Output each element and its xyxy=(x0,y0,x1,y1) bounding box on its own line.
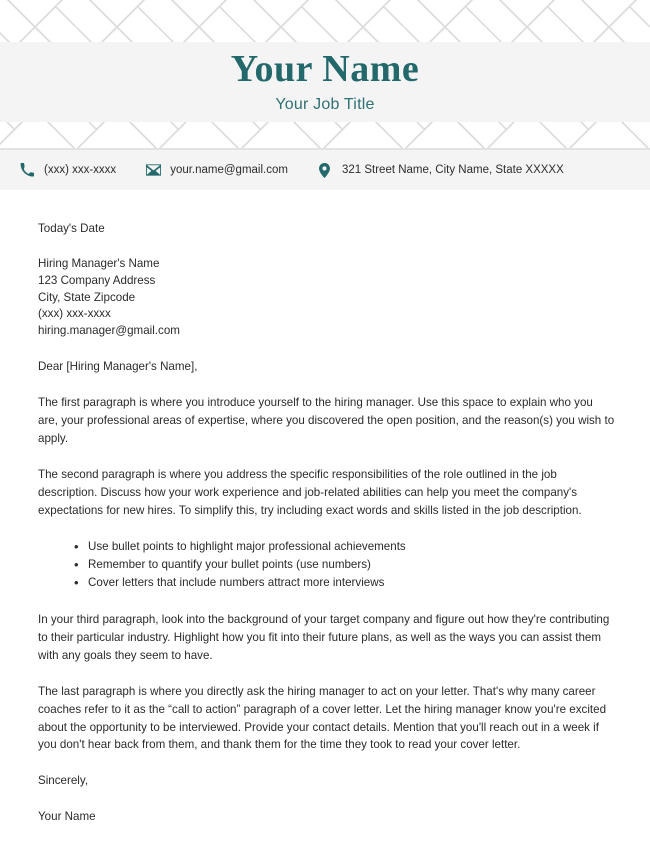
contact-address[interactable] xyxy=(316,162,564,178)
gap-after-p1 xyxy=(38,448,616,466)
name-band xyxy=(0,42,650,122)
gap-after-date xyxy=(38,238,616,256)
recipient-line: hiring.manager@gmail.com xyxy=(38,324,180,338)
letter-date: Today's Date xyxy=(38,222,105,235)
contact-phone[interactable] xyxy=(18,162,116,178)
contact-phone-value: (xxx) xxx-xxxx xyxy=(44,164,117,176)
recipient-line: 123 Company Address xyxy=(38,273,156,287)
achievement-bullet-list xyxy=(38,538,616,593)
gap-after-closing xyxy=(38,790,616,808)
closing: Sincerely, xyxy=(38,774,89,788)
list-item: • Remember to quantify your bullet points (use numbers) xyxy=(74,556,616,574)
document-header xyxy=(0,0,650,148)
phone-icon xyxy=(18,162,36,178)
envelope-icon xyxy=(144,162,162,178)
recipient-line: Hiring Manager's Name xyxy=(38,256,160,270)
paragraph-2: The second paragraph is where you address the specific responsibilities of the role outlined in the job description. Discuss how your work experience and job-related abilities can help you meet the company's expectations for new hires. To simplify this, try including exact words and skills listed in the job description. xyxy=(38,467,582,517)
map-pin-icon xyxy=(316,162,334,178)
page-title: Your Name xyxy=(230,48,420,91)
paragraph-1: The first paragraph is where you introduce yourself to the hiring manager. Use this space to explain who you are, your professional areas of expertise, where you discovered the open position, and the reason(s) you wish to apply. xyxy=(38,395,615,445)
contact-email-value: your.name@gmail.com xyxy=(170,164,288,176)
contact-address-value: 321 Street Name, City Name, State XXXXX xyxy=(341,164,564,176)
gap-after-bullets xyxy=(38,593,616,611)
recipient-line: City, State Zipcode xyxy=(38,290,136,304)
recipient-line: (xxx) xxx-xxxx xyxy=(38,307,111,321)
gap-after-p2 xyxy=(38,520,616,538)
contact-bar xyxy=(0,150,650,190)
signature: Your Name xyxy=(38,810,96,824)
list-item: • Cover letters that include numbers attract more interviews xyxy=(74,574,616,592)
gap-after-salutation xyxy=(38,376,616,394)
list-item: • Use bullet points to highlight major professional achievements xyxy=(74,538,616,556)
letter-body xyxy=(0,190,650,826)
gap-after-p3 xyxy=(38,665,616,683)
paragraph-4: The last paragraph is where you directly ask the hiring manager to act on your letter. That's why many career coaches refer to it as the “call to action” paragraph of a cover letter. Let the hiring manager know you're excited about the opportunity to be interviewed. Provide your contact details. Mention that you'll reach out in a week if you don't hear back from them, and thank them for the time they took to read your cover letter. xyxy=(38,684,607,752)
recipient-block xyxy=(38,256,616,340)
contact-email[interactable] xyxy=(144,162,288,178)
job-title: Your Job Title xyxy=(275,95,375,113)
gap-after-p4 xyxy=(38,754,616,772)
salutation: Dear [Hiring Manager's Name], xyxy=(38,359,198,373)
paragraph-3: In your third paragraph, look into the background of your target company and figure out how they're contributing to their particular industry. Highlight how you fit into their future plans, as well as the ways you can assist them with any goals they seem to have. xyxy=(38,612,610,662)
gap-after-recipient xyxy=(38,340,616,358)
